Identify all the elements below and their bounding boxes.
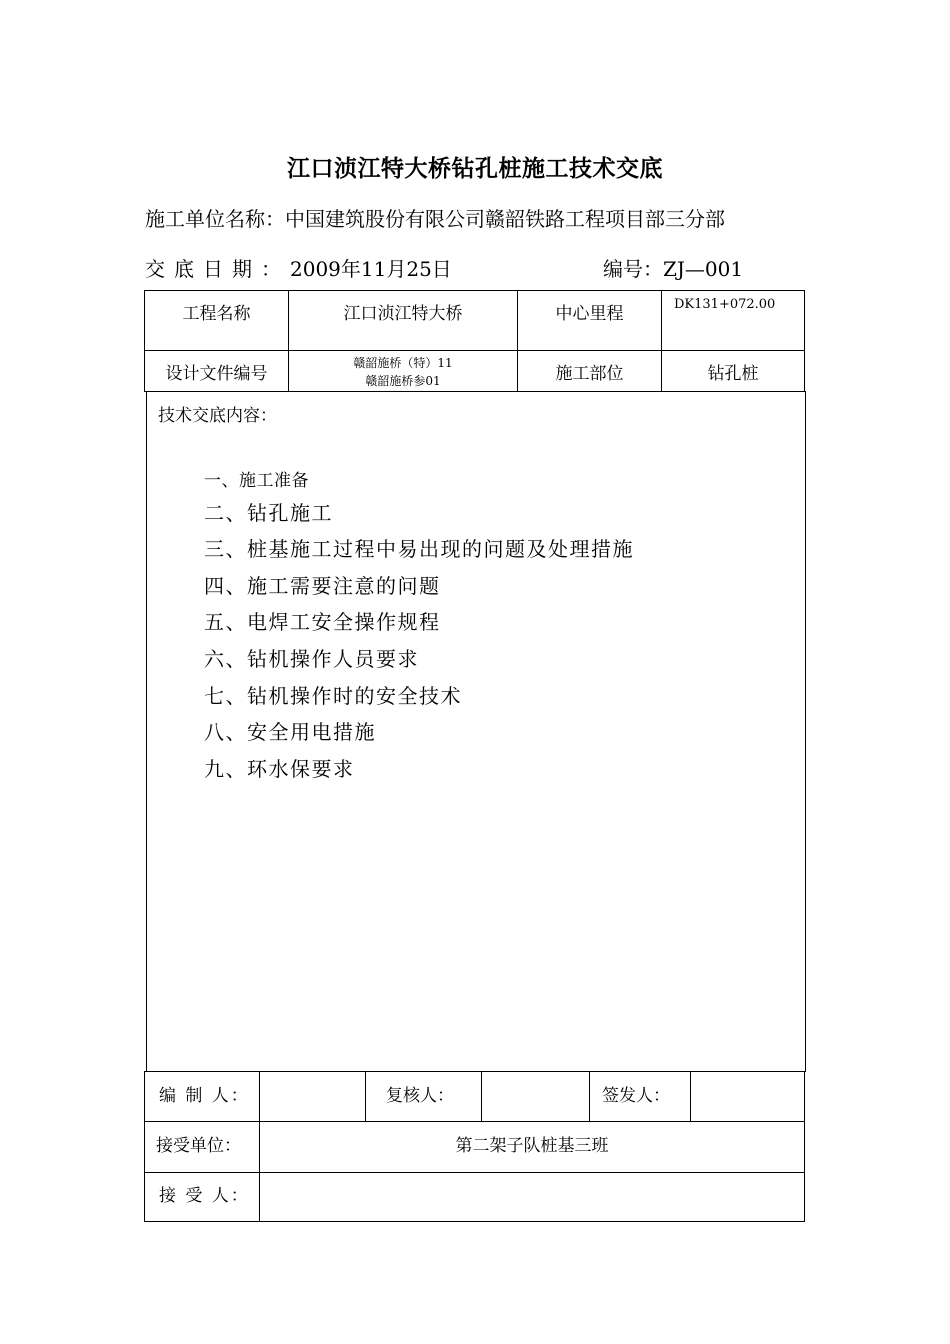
construction-unit-line <box>145 203 725 232</box>
center-mileage-value: DK131+072.00 <box>674 297 776 312</box>
compiler-label-cell <box>144 1071 260 1122</box>
date-value: 2009年11月25日 <box>290 257 452 281</box>
receiving-unit-label-cell <box>144 1121 260 1173</box>
contents-item: 一、施工准备 <box>204 471 309 491</box>
location-value: 钻孔桩 <box>707 364 759 384</box>
design-doc-value-2: 赣韶施桥参01 <box>365 374 441 388</box>
reviewer-label-cell <box>365 1071 482 1122</box>
compiler-value-cell <box>259 1071 366 1122</box>
contents-item: 九、环水保要求 <box>204 757 355 781</box>
contents-item: 三、桩基施工过程中易出现的问题及处理措施 <box>204 537 634 561</box>
design-doc-label-cell <box>144 350 289 392</box>
receiving-unit-value: 第二架子队桩基三班 <box>455 1136 609 1156</box>
contents-item: 七、钻机操作时的安全技术 <box>204 684 462 708</box>
receiving-unit-value-cell <box>259 1121 805 1173</box>
contents-item: 八、安全用电措施 <box>204 720 376 744</box>
center-mileage-label: 中心里程 <box>555 304 624 324</box>
date-label: 交底日期： <box>145 257 290 281</box>
contents-item: 五、电焊工安全操作规程 <box>204 610 441 634</box>
location-label: 施工部位 <box>555 364 624 384</box>
issuer-label-cell <box>589 1071 691 1122</box>
project-name-label: 工程名称 <box>182 304 251 324</box>
contents-item: 四、施工需要注意的问题 <box>204 574 441 598</box>
construction-unit-label: 施工单位名称： <box>145 207 285 231</box>
center-mileage-value-cell <box>661 290 805 351</box>
reviewer-label: 复核人： <box>386 1086 454 1106</box>
contents-item: 二、钻孔施工 <box>204 501 333 525</box>
receiving-unit-label: 接受单位： <box>156 1136 241 1156</box>
receiver-label-cell <box>144 1172 260 1222</box>
reviewer-value-cell <box>481 1071 590 1122</box>
receiver-label: 接 受 人： <box>159 1186 250 1206</box>
design-doc-value-1: 赣韶施桥（特）11 <box>353 356 453 370</box>
code-label: 编号： <box>603 257 663 281</box>
location-value-cell <box>661 350 805 392</box>
code-value: ZJ—001 <box>663 257 744 281</box>
project-name-value-cell <box>288 290 518 351</box>
center-mileage-label-cell <box>517 290 662 351</box>
project-name-label-cell <box>144 290 289 351</box>
construction-unit-value: 中国建筑股份有限公司赣韶铁路工程项目部三分部 <box>285 207 725 231</box>
issuer-label: 签发人： <box>602 1086 670 1106</box>
project-name-value: 江口浈江特大桥 <box>343 304 463 324</box>
contents-label: 技术交底内容： <box>158 406 277 426</box>
document-title: 江口浈江特大桥钻孔桩施工技术交底 <box>287 155 663 182</box>
date-line <box>145 253 452 282</box>
contents-item: 六、钻机操作人员要求 <box>204 647 419 671</box>
issuer-value-cell <box>690 1071 805 1122</box>
receiver-value-cell <box>259 1172 805 1222</box>
code-line <box>603 253 743 282</box>
location-label-cell <box>517 350 662 392</box>
design-doc-value-cell <box>288 350 518 392</box>
compiler-label: 编 制 人： <box>159 1086 250 1106</box>
design-doc-label: 设计文件编号 <box>165 364 268 384</box>
